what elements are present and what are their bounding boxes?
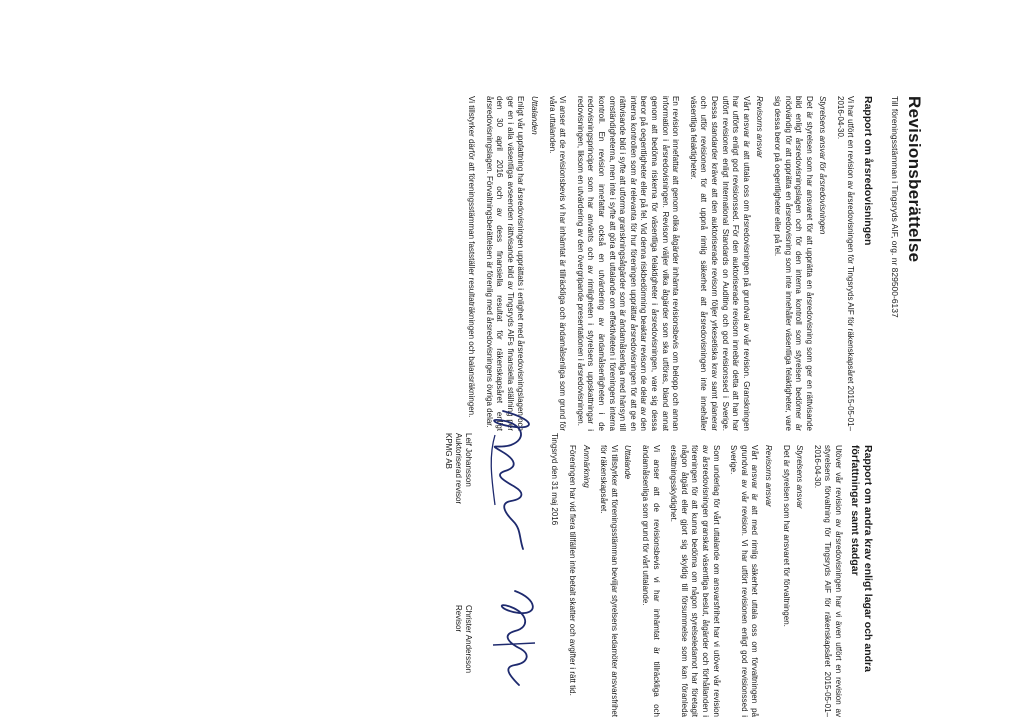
right-paragraph-6: Föreningen har vid flera tillfällen inte betalt skatter och avgifter i rätt tid. [568, 445, 578, 696]
right-subheading-1: Styrelsens ansvar [795, 445, 805, 509]
right-paragraph-5: Vi tillstyrker att föreningsstämman beviljar styrelsens ledamöter ansvarsfrihet för räkenskapsåret. [599, 445, 619, 717]
left-paragraph-5: Enligt vår uppfattning har årsredovisningen upprättats i enlighet med årsredovisningslagen och ger en i alla väsentliga avseenden rättvisande bild av Tingsryds AIFs finansiella ställning per den 30 april 2016 och av dess finansiella resultat för räkenskapsåret enligt årsredovisningslagen. Förvaltningsberättelsen är förenlig med årsredovisningens övriga delar. [484, 96, 526, 431]
left-column [459, 96, 875, 431]
left-intro: Vi har utfört en revision av årsredovisningen för Tingsryds AIF för räkenskapsåret 2015-05-01–2016-04-30. [835, 96, 856, 431]
signer-1-title: Auktoriserad revisor [453, 433, 463, 505]
right-paragraph-4: Vi anser att de revisionsbevis vi har inhämtat är tillräckliga och ändamålsenliga som grund för vårt uttalande. [641, 445, 661, 717]
right-subheading-4: Anmärkning [581, 445, 591, 488]
right-paragraph-1: Det är styrelsen som har ansvaret för förvaltningen. [781, 445, 791, 627]
right-paragraph-3: Som underlag för vårt uttalande om ansvarsfrihet har vi utöver vår revision av årsredovisningen granskat väsentliga beslut, åtgärder och förhållanden i föreningen för att kunna bedöma om någon styrelseledamot har företagit någon åtgärd eller gjort sig skyldig till försummelse som kan föranleda ersättningsskyldighet. [669, 445, 721, 717]
right-subheading-3: Uttalande [623, 445, 633, 480]
signer-1-block [443, 433, 473, 504]
left-heading: Rapport om årsredovisningen [862, 96, 874, 246]
signature-christer-andersson [485, 583, 545, 693]
signature-leif-johansson [475, 405, 545, 555]
right-heading: Rapport om andra krav enligt lagar och andra författningar samt stadgar [849, 445, 874, 672]
signer-2-title: Revisor [453, 605, 463, 633]
left-subheading-3: Uttalanden [530, 96, 540, 135]
right-column [419, 433, 874, 717]
signer-2-block [453, 605, 473, 673]
signer-2-name: Christer Andersson [463, 605, 473, 674]
right-subheading-2: Revisorns ansvar [764, 445, 774, 507]
left-paragraph-6: Vi tillstyrker därför att föreningsstämman fastställer resultaträkningen och balansräkningen. [467, 96, 477, 418]
signature-area [419, 433, 559, 717]
signer-1-firm: KPMG AB [443, 433, 453, 470]
document-addressee: Till föreningsstämman i Tingsryds AIF, org. nr 829500-6137 [890, 96, 900, 318]
left-paragraph-2: Vårt ansvar är att uttala oss om årsredovisningen på grundval av vår revision. Granskningen har utförts enligt god revisionssed. För den auktoriserade revisorn innebär detta att han har utfört revisionen enligt International Standards on Auditing och god revisionssed i Sverige. Dessa standarder kräver att den auktoriserade revisorn följer yrkesetiska krav samt planerar och utför revisionen för att uppnå rimlig säkerhet att årsredovisningen inte innehåller väsentliga felaktigheter. [688, 96, 751, 431]
left-subheading-2: Revisorns ansvar [755, 96, 765, 158]
left-paragraph-1: Det är styrelsen som har ansvaret för att upprätta en årsredovisning som ger en rättvisande bild enligt årsredovisningslagen och för den interna kontroll som styrelsen bedömer är nödvändig för att upprätta en årsredovisning som inte innehåller väsentliga felaktigheter, vare sig dessa beror på oegentligheter eller på fel. [772, 96, 814, 431]
place-date: Tingsryd den 31 maj 2016 [549, 433, 559, 526]
left-subheading-1: Styrelsens ansvar för årsredovisningen [818, 96, 828, 235]
right-intro: Utöver vår revision av årsredovisningen har vi även utfört en revision av styrelsens förvaltning för Tingsryds AIF för räkenskapsåret 2015-05-01–2016-04-30. [812, 445, 843, 717]
left-paragraph-4: Vi anser att de revisionsbevis vi har inhämtat är tillräckliga och ändamålsenliga som grund för våra uttalanden. [547, 96, 568, 431]
signer-1-name: Leif Johansson [463, 433, 473, 487]
left-paragraph-3: En revision innefattar att genom olika åtgärder inhämta revisionsbevis om belopp och annan information i årsredovisningen. Revisorn väljer vilka åtgärder som ska utföras, bland annat genom att bedöma riskerna för väsentliga felaktigheter i årsredovisningen, vare sig dessa beror på oegentligheter eller på fel. Vid denna riskbedömning beaktar revisorn de delar av den interna kontrollen som är relevanta för hur föreningen upprättar årsredovisningen för att ge en rättvisande bild i syfte att utforma granskningsåtgärder som är ändamålsenliga med hänsyn till omständigheterna, men inte i syfte att göra ett uttalande om effektiviteten i föreningens interna kontroll. En revision innefattar också en utvärdering av ändamålsenligheten i de redovisningsprinciper som har använts och av rimligheten i styrelsens uppskattningar i redovisningen, liksom en utvärdering av den övergripande presentationen i årsredovisningen. [575, 96, 681, 431]
right-paragraph-2: Vårt ansvar är att med rimlig säkerhet uttala oss om förvaltningen på grundval av vår revision. Vi har utfört revisionen enligt god revisionssed i Sverige. [729, 445, 760, 717]
document-title: Revisionsberättelse [905, 96, 924, 263]
